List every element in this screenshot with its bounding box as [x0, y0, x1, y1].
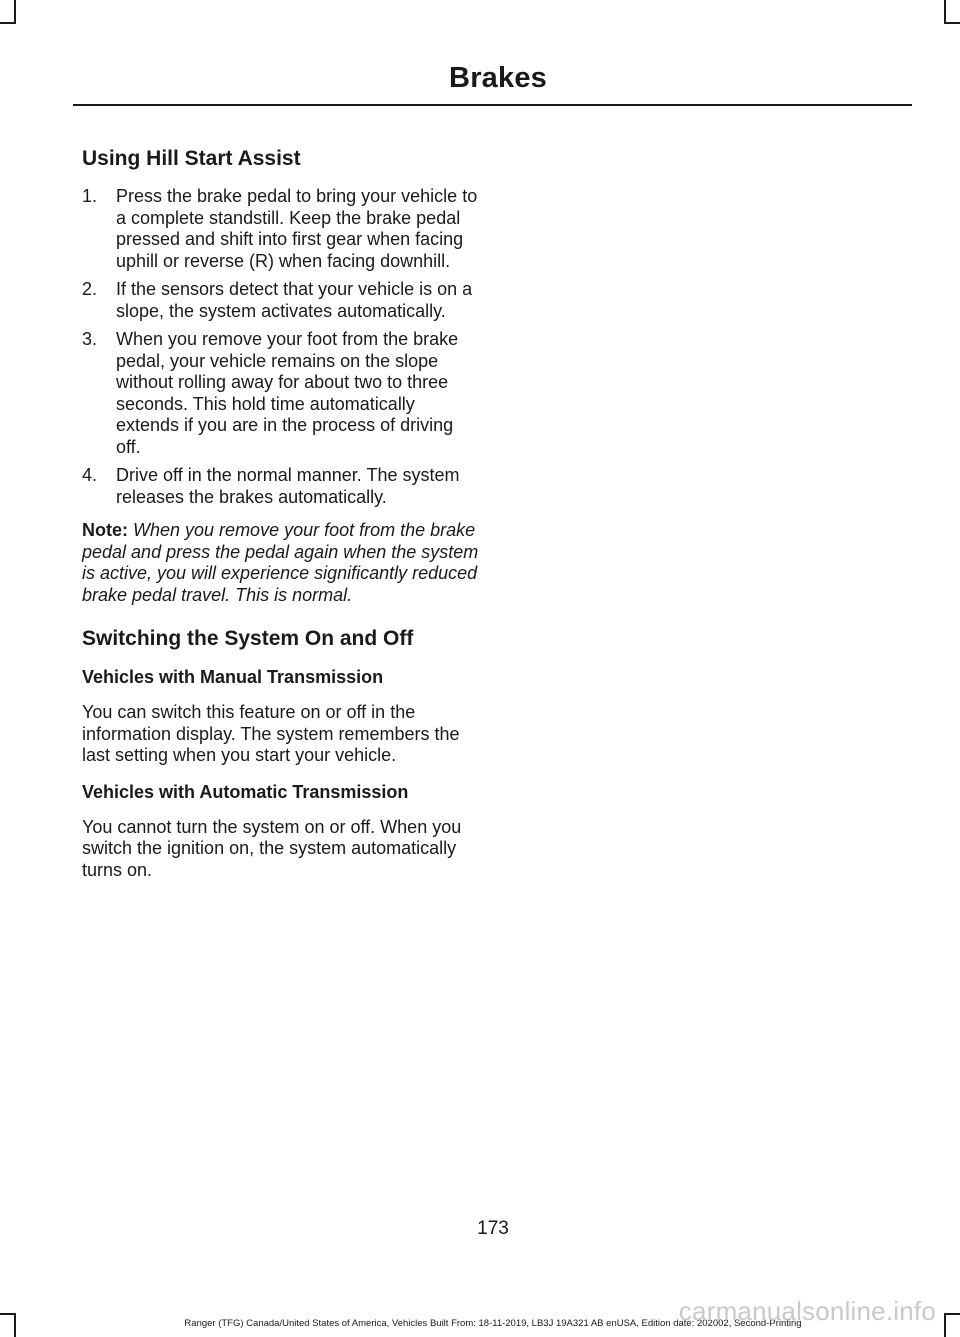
section-heading-switching: Switching the System On and Off: [82, 627, 414, 650]
note-text: When you remove your foot from the brake pedal and press the pedal again when the system is active, you will experience significantly reduced brake pedal travel. This is normal.: [82, 520, 479, 605]
step-number: 3.: [82, 329, 98, 349]
list-item: [82, 186, 480, 272]
subheading-manual-transmission: Vehicles with Manual Transmission: [82, 667, 384, 687]
step-number: 4.: [82, 465, 98, 485]
note-paragraph: [82, 520, 480, 606]
step-text: When you remove your foot from the brake pedal, your vehicle remains on the slope without rolling away for about two to three seconds. This hold time automatically extends if you are in the process of driving off.: [116, 329, 459, 457]
list-item: [82, 329, 480, 458]
content-column: [82, 146, 480, 895]
header-divider: [73, 104, 912, 106]
page-number: 173: [477, 1218, 509, 1239]
step-number: 1.: [82, 186, 98, 206]
crop-mark-bottom-left-horizontal: [0, 1313, 16, 1315]
step-text: Press the brake pedal to bring your vehicle to a complete standstill. Keep the brake pedal pressed and shift into first gear when facing uphill or reverse (R) when facing downhill.: [116, 186, 478, 271]
note-label: Note:: [82, 520, 128, 540]
manual-transmission-text: You can switch this feature on or off in the information display. The system remembers the last setting when you start your vehicle.: [82, 702, 460, 765]
step-text: If the sensors detect that your vehicle is on a slope, the system activates automatically.: [116, 279, 473, 321]
watermark: carmanualsonline.info: [678, 1296, 936, 1326]
automatic-transmission-text: You cannot turn the system on or off. When you switch the ignition on, the system automatically turns on.: [82, 816, 462, 880]
crop-mark-top-right-horizontal: [944, 22, 960, 24]
step-text: Drive off in the normal manner. The system releases the brakes automatically.: [116, 465, 460, 507]
crop-mark-top-right-vertical: [944, 0, 946, 24]
section-heading-hill-start: Using Hill Start Assist: [82, 147, 301, 170]
list-item: [82, 279, 480, 322]
list-item: [82, 465, 480, 508]
page-header-title: Brakes: [449, 62, 547, 94]
subheading-automatic-transmission: Vehicles with Automatic Transmission: [82, 781, 409, 802]
crop-mark-top-left-horizontal: [0, 22, 16, 24]
footer-edition-info: Ranger (TFG) Canada/United States of America, Vehicles Built From: 18-11-2019, LB3J 19A321 AB enUSA, Edition date: 202002, Second-Printing: [184, 1318, 802, 1329]
step-number: 2.: [82, 279, 98, 299]
crop-mark-top-left-vertical: [14, 0, 16, 24]
crop-mark-bottom-right-horizontal: [944, 1313, 960, 1315]
steps-list: [82, 186, 480, 508]
